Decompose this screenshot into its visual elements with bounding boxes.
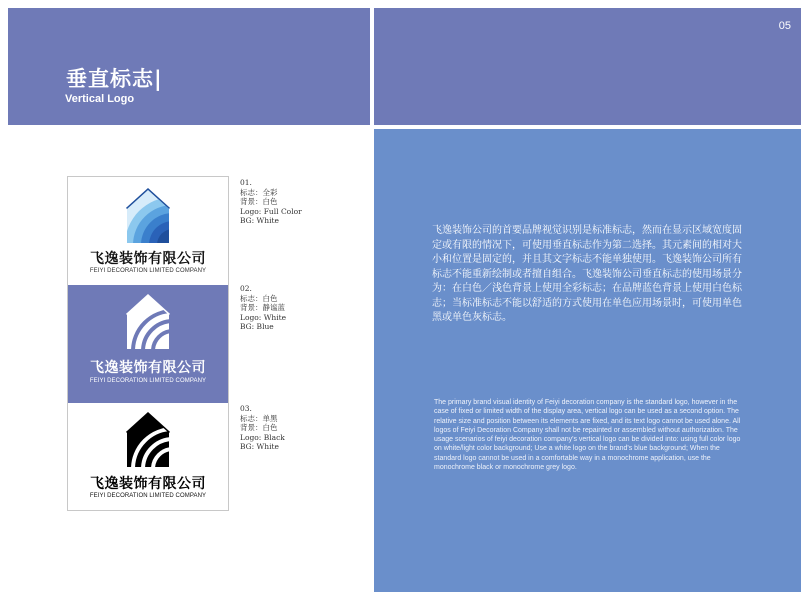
logo-variants-frame <box>67 176 229 511</box>
logo-full-color-box <box>68 177 228 285</box>
label-number: 03. <box>240 404 252 413</box>
header-number-panel <box>374 8 801 125</box>
company-name-cn: 飞逸装饰有限公司 <box>90 476 206 492</box>
label-bg-en: BG: White <box>240 442 279 451</box>
description-en: The primary brand visual identity of Feiyi decoration company is the standard logo, however in the case of fixed or limited width of the display area, vertical logo can be used as a second option. The relative size and position between its elements are fixed, and its text logo cannot be used alone. All logos of Feiyi Decoration Company shall not be repainted or assembled without authorization. The usage scenarios of feiyi decoration company's vertical logo can be divided into: using full color logo on white/light color background; Use a white logo on the brand's blue background; When the standard logo cannot be used in a comfortable way in a monochrome application, use the monochrome black or monochrome grey logo. <box>434 399 741 472</box>
house-logo-black-icon <box>123 411 173 469</box>
label-logo-cn: 标志：全彩 <box>240 187 278 197</box>
header-title-panel <box>8 8 370 125</box>
label-bg-en: BG: White <box>240 216 279 225</box>
logo-label-01 <box>240 178 302 226</box>
logo-label-02 <box>240 284 286 332</box>
company-name-en: FEIYI DECORATION LIMITED COMPANY <box>89 268 207 274</box>
company-name-cn: 飞逸装饰有限公司 <box>90 360 206 376</box>
label-logo-cn: 标志：白色 <box>240 293 278 303</box>
description-panel <box>374 129 801 592</box>
page-title-cn: 垂直标志| <box>66 67 163 91</box>
label-number: 02. <box>240 284 252 293</box>
company-name-cn: 飞逸装饰有限公司 <box>90 251 206 267</box>
house-logo-full-color-icon <box>123 187 173 245</box>
label-bg-cn: 背景：白色 <box>240 423 278 432</box>
page-title-en: Vertical Logo <box>65 93 135 105</box>
house-logo-white-icon <box>123 293 173 351</box>
page-number: 05 <box>778 20 791 32</box>
label-number: 01. <box>240 178 252 187</box>
logo-white-box <box>68 285 228 403</box>
label-bg-en: BG: Blue <box>240 322 274 331</box>
label-logo-cn: 标志：单黑 <box>240 413 278 423</box>
label-bg-cn: 背景：静谧蓝 <box>240 303 285 312</box>
company-name-en: FEIYI DECORATION LIMITED COMPANY <box>89 493 207 499</box>
company-name-en: FEIYI DECORATION LIMITED COMPANY <box>89 378 207 384</box>
description-cn: 飞逸装饰公司的首要品牌视觉识别是标准标志，然而在显示区域宽度固定或有限的情况下，可使用垂直标志作为第二选择。其元素间的相对大小和位置是固定的，并且其文字标志不能单独使用。飞逸装饰公司所有标志不能重新绘制或者擅自组合。飞逸装饰公司垂直标志的使用场景分为：在白色／浅色背景上使用全彩标志；在品牌蓝色背景上使用白色标志；当标准标志不能以舒适的方式使用在单色应用场景时，可使用单色黑或单色灰标志。 <box>432 225 742 323</box>
label-logo-en: Logo: Full Color <box>240 206 302 216</box>
label-logo-en: Logo: White <box>240 312 287 322</box>
logo-label-03 <box>240 404 285 452</box>
label-logo-en: Logo: Black <box>240 432 285 442</box>
label-bg-cn: 背景：白色 <box>240 197 278 206</box>
logo-black-box <box>68 403 228 511</box>
